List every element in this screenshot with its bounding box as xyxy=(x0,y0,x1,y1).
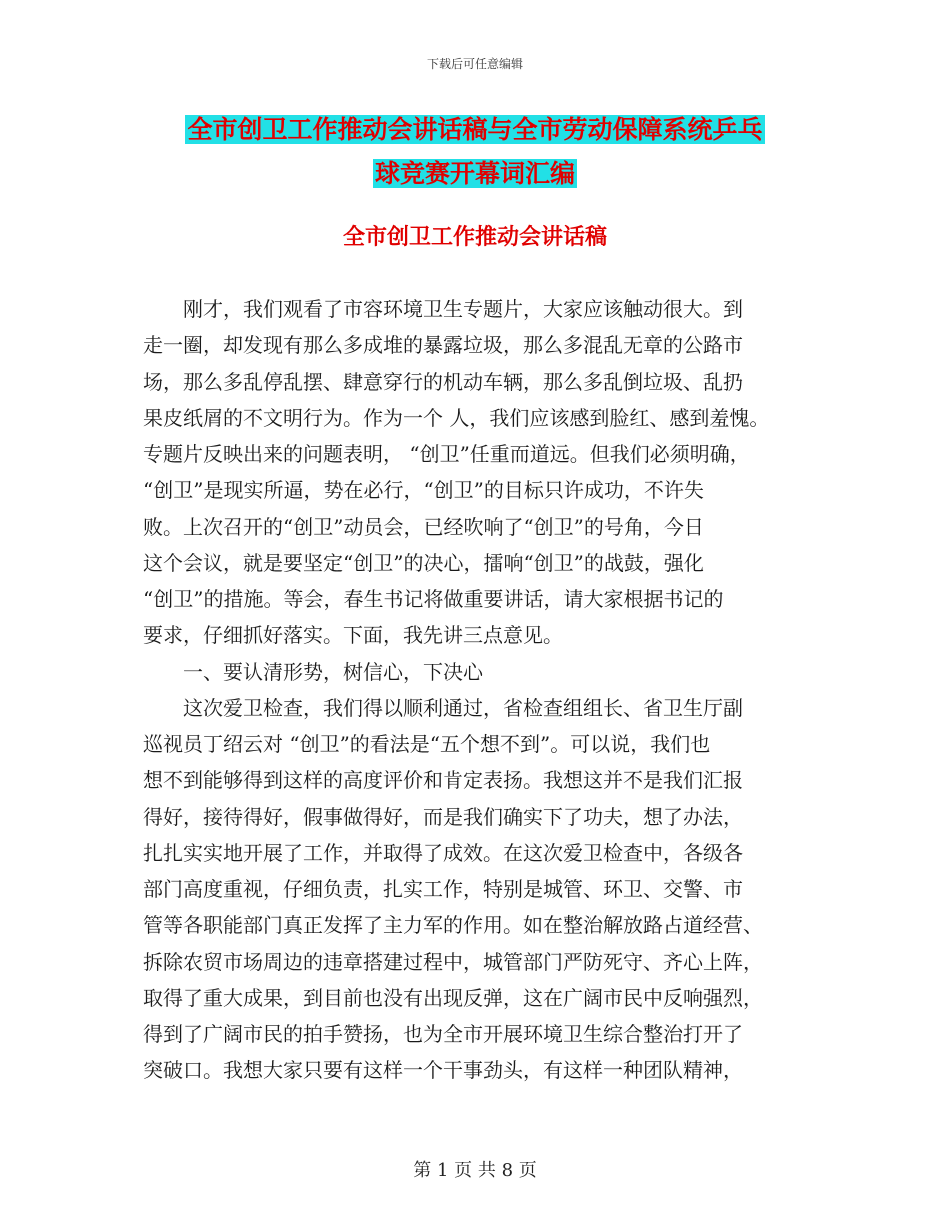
body-line: “创卫”的措施。等会，春生书记将做重要讲话，请大家根据书记的 xyxy=(143,587,724,611)
body-line: “创卫”是现实所逼，势在必行，“创卫”的目标只许成功，不许失 xyxy=(143,478,704,503)
title-text: 全市创卫工作推动会讲话稿与全市劳动保障系统乒乓 xyxy=(187,115,763,144)
body-line: 得好，接待得好，假事做得好，而是我们确实下了功夫，想了办法， xyxy=(143,804,743,829)
body-line: 巡视员丁绍云对 “创卫”的看法是“五个想不到”。可以说，我们也 xyxy=(143,732,711,756)
body-line: 刚才，我们观看了市容环境卫生专题片，大家应该触动很大。到 xyxy=(143,297,743,321)
body-line: 取得了重大成果，到目前也没有出现反弹，这在广阔市民中反响强烈， xyxy=(143,985,763,1010)
body-line: 场，那么多乱停乱摆、肆意穿行的机动车辆，那么多乱倒垃圾、乱扔 xyxy=(143,369,743,394)
body-line: 这个会议，就是要坚定“创卫”的决心，擂响“创卫”的战鼓，强化 xyxy=(143,550,704,575)
page-footer: 第 1 页 共 8 页 xyxy=(413,1160,537,1181)
body-line: 突破口。我想大家只要有这样一个干事劲头，有这样一种团队精神， xyxy=(143,1058,743,1083)
document-title-line-1 xyxy=(0,111,950,149)
subheading-line: 一、要认清形势，树信心，下决心 xyxy=(143,659,483,684)
body-line: 部门高度重视，仔细负责，扎实工作，特别是城管、环卫、交警、市 xyxy=(143,877,743,901)
body-line: 管等各职能部门真正发挥了主力军的作用。如在整治解放路占道经营、 xyxy=(143,913,763,938)
body-line: 败。上次召开的“创卫”动员会，已经吹响了“创卫”的号角，今日 xyxy=(143,514,704,539)
body-line: 专题片反映出来的问题表明， “创卫”任重而道远。但我们必须明确， xyxy=(143,442,750,466)
body-line: 得到了广阔市民的拍手赞扬，也为全市开展环境卫生综合整治打开了 xyxy=(143,1022,743,1046)
header-note: 下载后可任意编辑 xyxy=(426,57,523,71)
body-line: 拆除农贸市场周边的违章搭建过程中，城管部门严防死守、齐心上阵， xyxy=(143,949,763,974)
title-text: 球竞赛开幕词汇编 xyxy=(374,159,575,188)
body-line: 要求，仔细抓好落实。下面，我先讲三点意见。 xyxy=(143,623,563,648)
body-text xyxy=(143,291,811,1089)
document-title-line-2 xyxy=(0,155,950,193)
section-title: 全市创卫工作推动会讲话稿 xyxy=(342,224,607,250)
body-line: 想不到能够得到这样的高度评价和肯定表扬。我想这并不是我们汇报 xyxy=(143,768,743,793)
body-line: 这次爱卫检查，我们得以顺利通过，省检查组组长、省卫生厅副 xyxy=(143,695,743,720)
body-line: 扎扎实实地开展了工作，并取得了成效。在这次爱卫检查中，各级各 xyxy=(143,840,743,865)
body-line: 果皮纸屑的不文明行为。作为一个 人，我们应该感到脸红、感到羞愧。 xyxy=(143,405,770,430)
body-line: 走一圈，却发现有那么多成堆的暴露垃圾，那么多混乱无章的公路市 xyxy=(143,333,743,358)
